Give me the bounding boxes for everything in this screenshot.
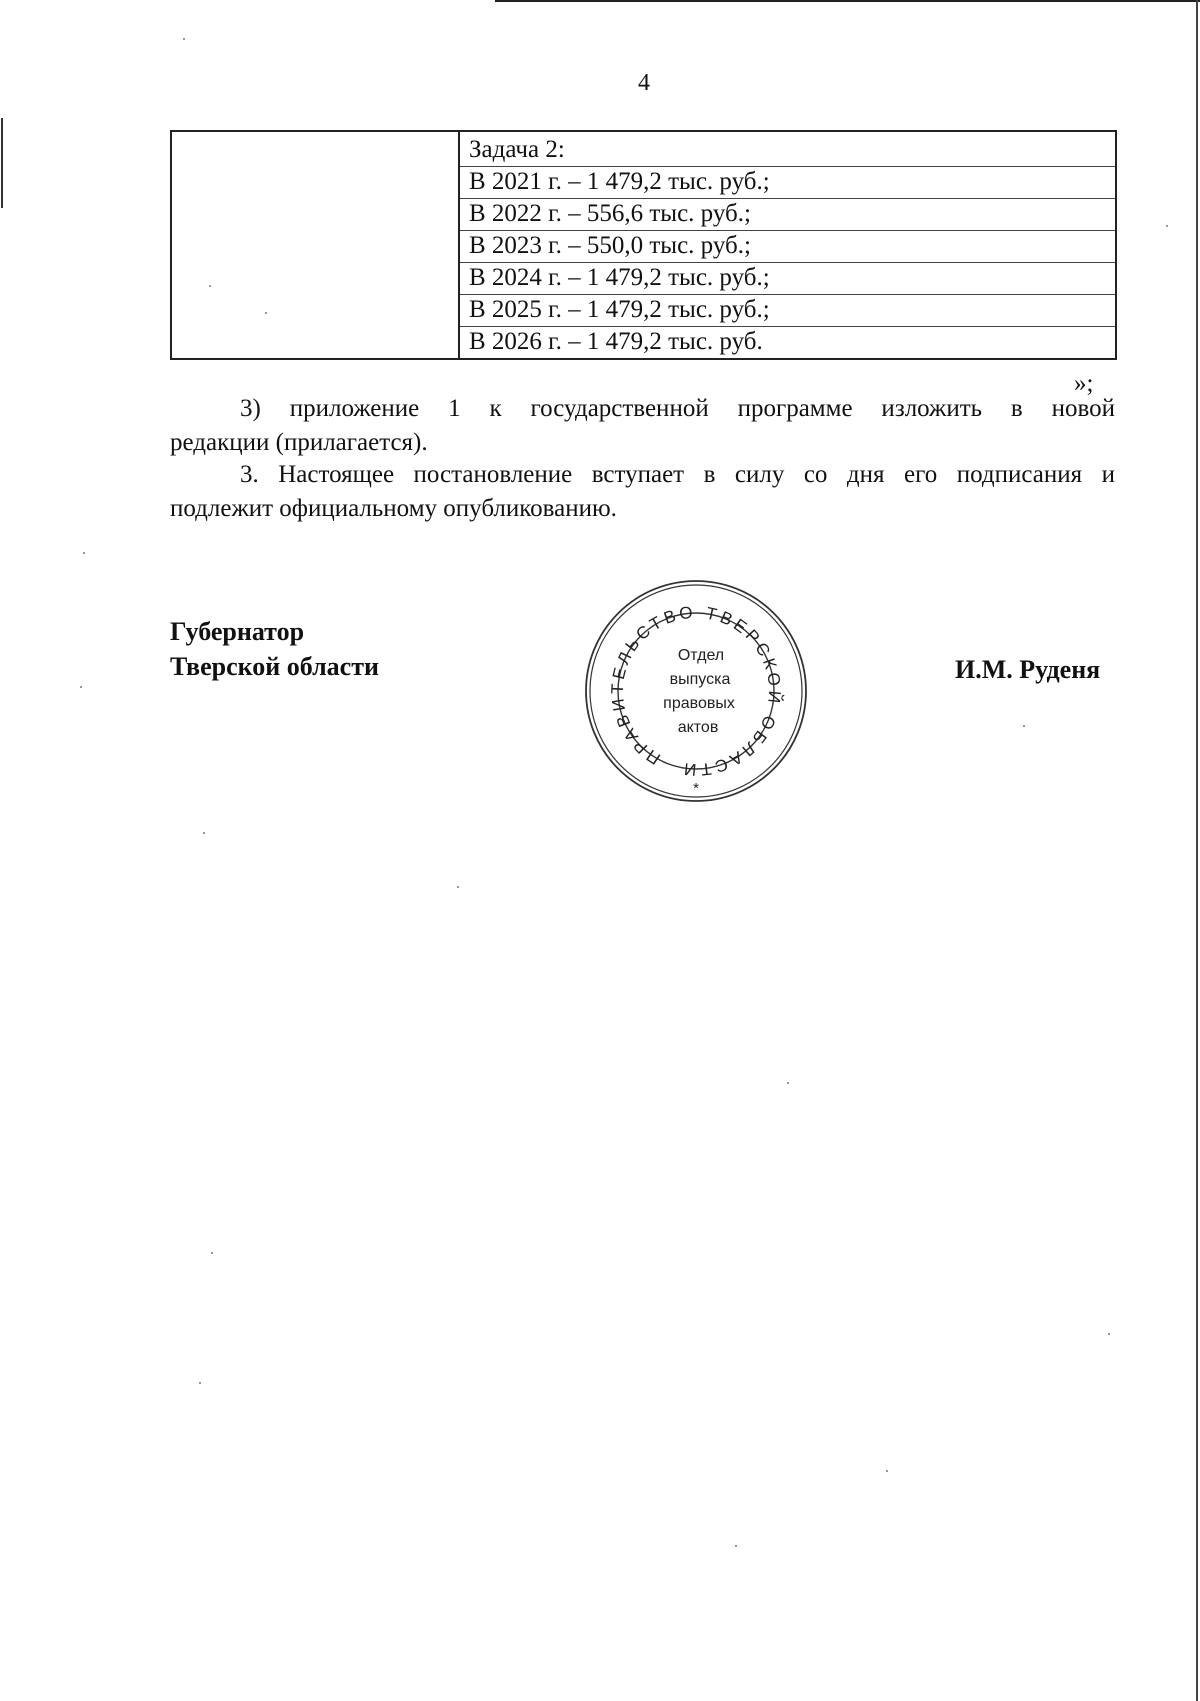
stamp-center-line-2: выпуска	[669, 671, 731, 688]
scan-speck	[80, 686, 82, 688]
stamp-center-line-1: Отдел	[677, 647, 725, 664]
table-left-cell	[171, 131, 459, 359]
paragraph-appendix-line-1: 3) приложение 1 к государственной программе изложить в новой	[240, 395, 1115, 422]
paragraph-effective-date	[170, 458, 1115, 526]
scan-speck	[1023, 725, 1025, 727]
scan-speck	[265, 312, 267, 314]
table-right-cell	[459, 131, 1116, 359]
paragraph-effective-line-1: 3. Настоящее постановление вступает в силу со дня его подписания и	[240, 461, 1115, 488]
funding-line-2021: В 2021 г. – 1 479,2 тыс. руб.;	[469, 166, 1115, 198]
task-funding-table	[170, 130, 1117, 360]
funding-line-2025: В 2025 г. – 1 479,2 тыс. руб.;	[469, 294, 1115, 326]
scan-edge-top	[495, 0, 1200, 2]
scan-speck	[83, 552, 85, 554]
stamp-star: *	[693, 780, 699, 797]
scan-speck	[457, 886, 459, 888]
stamp-center-line-3: правовых	[663, 695, 735, 712]
signatory-title-line-1: Губернатор	[170, 617, 305, 646]
funding-line-2022: В 2022 г. – 556,6 тыс. руб.;	[469, 198, 1115, 230]
scan-speck	[211, 1252, 213, 1254]
funding-line-2024: В 2024 г. – 1 479,2 тыс. руб.;	[469, 262, 1115, 294]
scan-speck	[203, 832, 205, 834]
closing-quote-mark: »;	[1074, 370, 1094, 397]
scan-speck	[199, 1382, 201, 1384]
task-heading: Задача 2:	[469, 134, 1115, 166]
scan-speck	[787, 1082, 789, 1084]
scan-edge-left	[1, 118, 3, 208]
paragraph-effective-line-2: подлежит официальному опубликованию.	[170, 495, 617, 522]
scan-speck	[1108, 1333, 1110, 1335]
table-row	[171, 131, 1116, 359]
scan-speck	[183, 38, 185, 40]
paragraph-appendix	[170, 392, 1115, 460]
signatory-name: И.М. Руденя	[955, 655, 1101, 684]
official-stamp	[583, 578, 809, 804]
paragraph-appendix-line-2: редакции (прилагается).	[170, 429, 428, 456]
funding-line-2023: В 2023 г. – 550,0 тыс. руб.;	[469, 230, 1115, 262]
funding-line-2026: В 2026 г. – 1 479,2 тыс. руб.	[469, 328, 763, 355]
scan-speck	[209, 285, 211, 287]
scan-speck	[1166, 225, 1168, 227]
scan-speck	[735, 1545, 737, 1547]
scan-edge-right	[1196, 0, 1198, 1701]
signatory-title	[170, 614, 379, 684]
scan-speck	[886, 1470, 888, 1472]
stamp-center-line-4: актов	[677, 719, 719, 736]
page-number: 4	[638, 70, 650, 96]
stamp-ring-text: ПРАВИТЕЛЬСТВО ТВЕРСКОЙ ОБЛАСТИ	[607, 602, 785, 780]
signatory-title-line-2: Тверской области	[170, 652, 379, 681]
